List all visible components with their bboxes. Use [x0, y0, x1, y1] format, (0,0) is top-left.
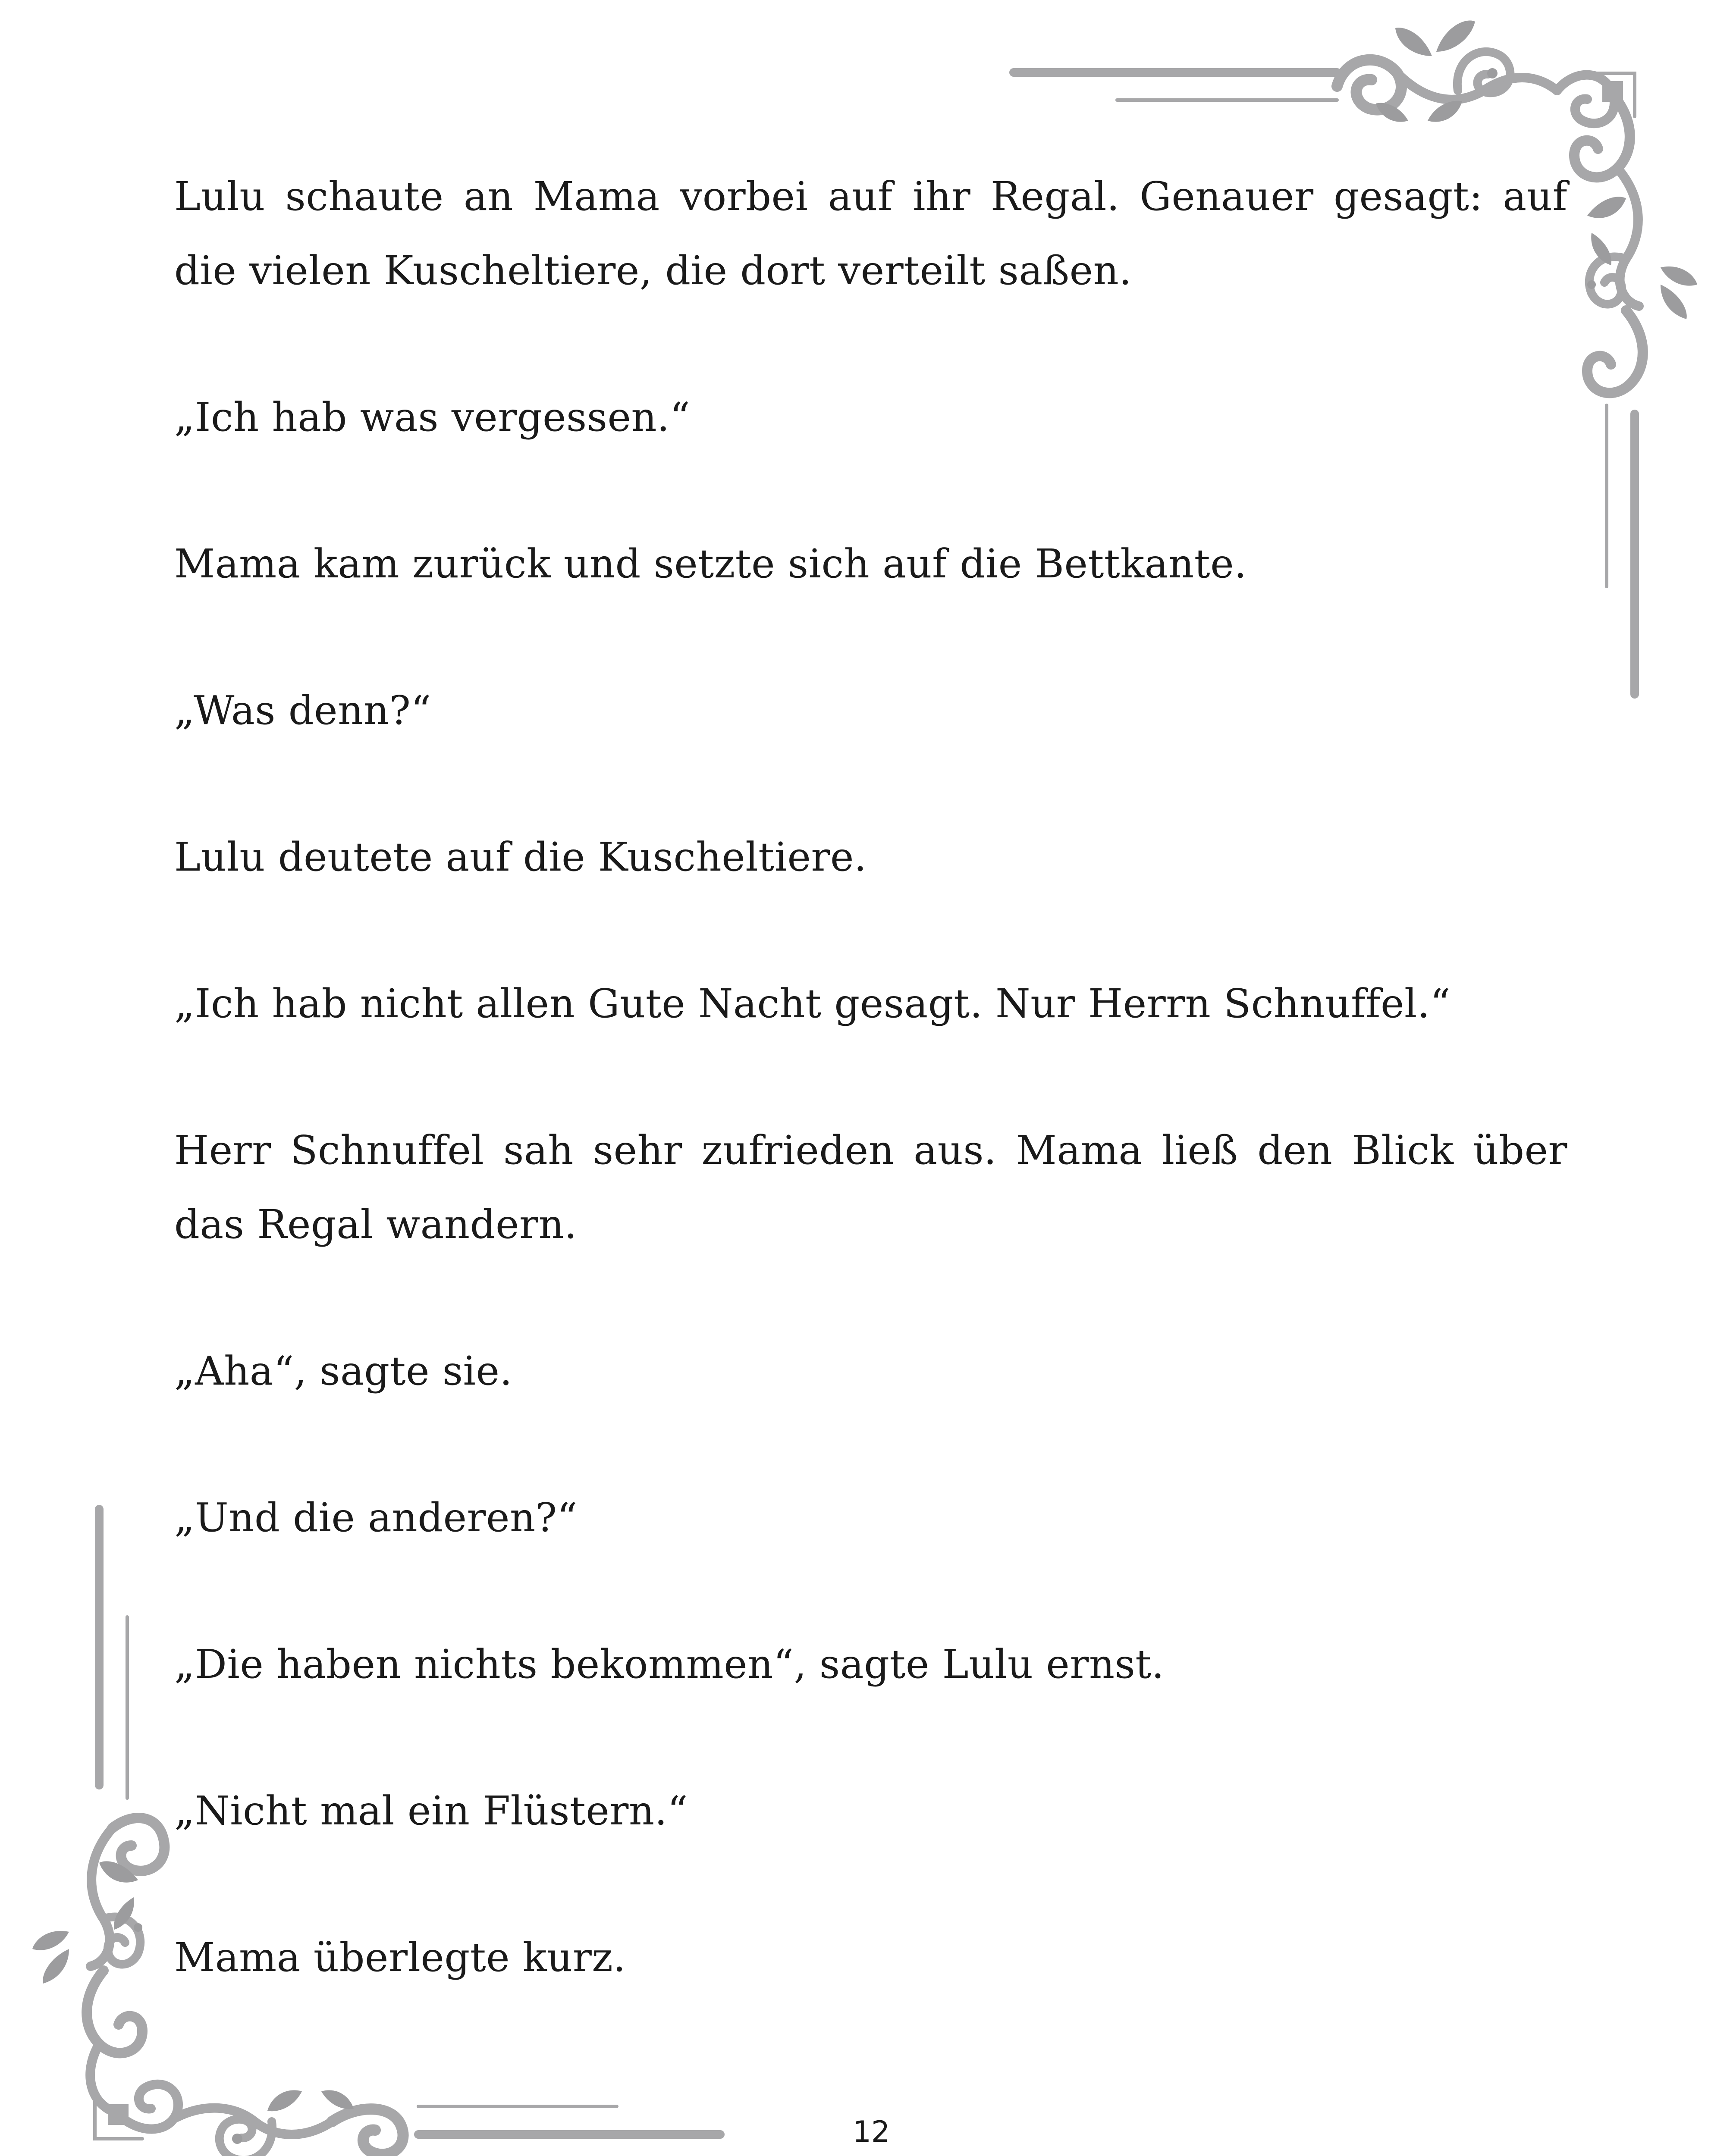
paragraph: „Die haben nichts bekommen“, sagte Lulu ernst. — [174, 1641, 1165, 1687]
paragraph: „Was denn?“ — [174, 687, 431, 733]
paragraph: Herr Schnuffel sah sehr zufrieden aus. Mama ließ den Blick über das Regal wandern. — [174, 1127, 1567, 1247]
story-text — [174, 160, 1567, 2067]
paragraph: „Ich hab was vergessen.“ — [174, 394, 691, 440]
paragraph: Mama kam zurück und setzte sich auf die Bettkante. — [174, 541, 1247, 587]
paragraph: „Und die anderen?“ — [174, 1495, 578, 1541]
paragraph: „Nicht mal ein Flüstern.“ — [174, 1788, 688, 1834]
paragraph: Lulu deutete auf die Kuscheltiere. — [174, 834, 867, 880]
paragraph: „Ich hab nicht allen Gute Nacht gesagt. Nur Herrn Schnuffel.“ — [174, 981, 1451, 1027]
paragraph: „Aha“, sagte sie. — [174, 1348, 513, 1394]
page-number: 12 — [852, 2115, 890, 2149]
paragraph: Lulu schaute an Mama vorbei auf ihr Regal. Genauer gesagt: auf die vielen Kuscheltiere, die dort verteilt saßen. — [174, 173, 1567, 294]
paragraph: Mama überlegte kurz. — [174, 1934, 626, 1981]
